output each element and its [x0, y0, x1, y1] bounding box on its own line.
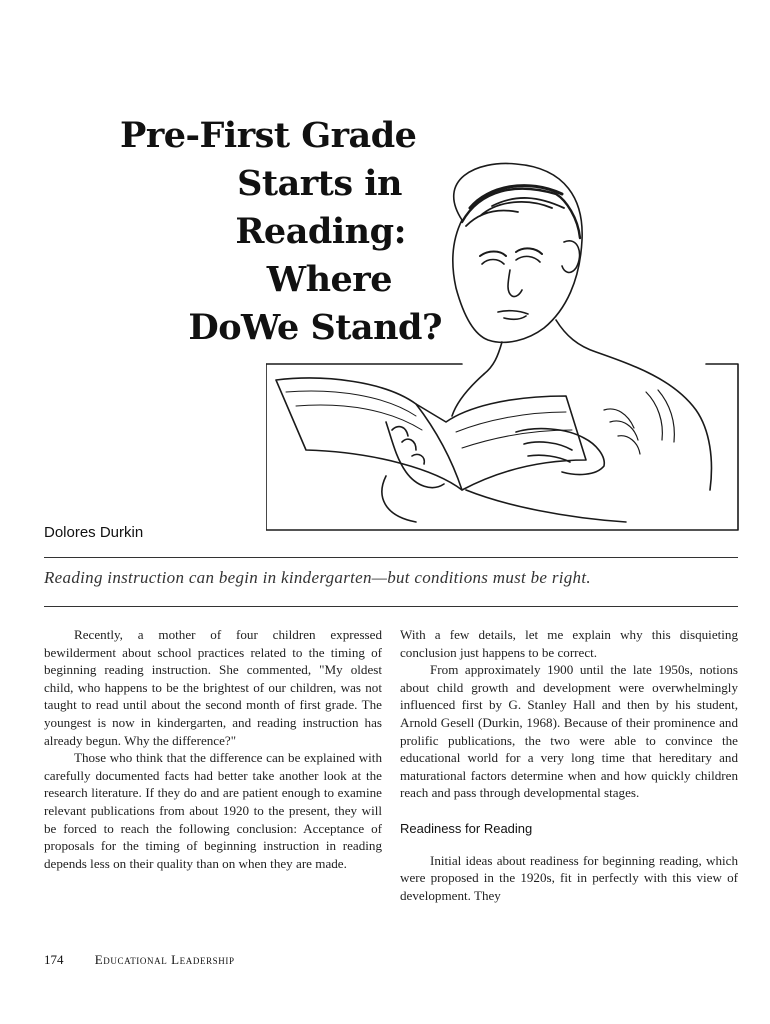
paragraph: Recently, a mother of four children expressed bewilderment about school practices related to the timing of beginning reading instruction. She commented, "My oldest child, who happens to be the brightest of our children, was not taught to read until about the second month of first grade. The youngest is now in kindergarten, and reading instruction has already begun. Why the difference?"	[44, 627, 382, 748]
divider-bottom	[44, 606, 738, 607]
article-subtitle: Reading instruction can begin in kindergarten—but conditions must be right.	[44, 568, 591, 587]
divider-top	[44, 557, 738, 558]
section-heading: Readiness for Reading	[400, 820, 533, 836]
title-line-3: Reading:	[235, 211, 406, 252]
title-line-4: Where	[266, 259, 392, 300]
author-name: Dolores Durkin	[44, 524, 144, 541]
page-number: 174	[44, 952, 64, 967]
title-line-5: DoWe Stand?	[188, 307, 442, 348]
left-column	[44, 626, 382, 872]
paragraph: Initial ideas about readiness for beginning reading, which were proposed in the 1920s, fit in perfectly with this view of development. They	[400, 852, 738, 903]
title-line-2: Starts in	[237, 163, 402, 204]
magazine-name: Educational Leadership	[94, 952, 235, 967]
title-line-1: Pre-First Grade	[120, 115, 417, 156]
paragraph: Those who think that the difference can be explained with carefully documented facts had better take another look at the research literature. If they do and are patient enough to examine relevant publications from about 1920 to the present, they will be forced to reach the following conclusion: Acceptance of proposals for the timing of beginning instruction in reading depends less on their quality than on when they are made.	[44, 750, 382, 871]
right-column	[400, 626, 738, 904]
paragraph: With a few details, let me explain why this disquieting conclusion just happens to be correct.	[400, 627, 738, 660]
paragraph: From approximately 1900 until the late 1950s, notions about child growth and development were overwhelmingly influenced first by G. Stanley Hall and then by his student, Arnold Gesell (Durkin, 1968). Because of their prominence and prolific publications, the two were able to convince the educational world for a very long time that hereditary and maturational factors determine when and how quickly children reach and pass through developmental stages.	[400, 662, 738, 801]
boy-reading-illustration	[266, 160, 740, 532]
page-footer	[44, 952, 235, 968]
